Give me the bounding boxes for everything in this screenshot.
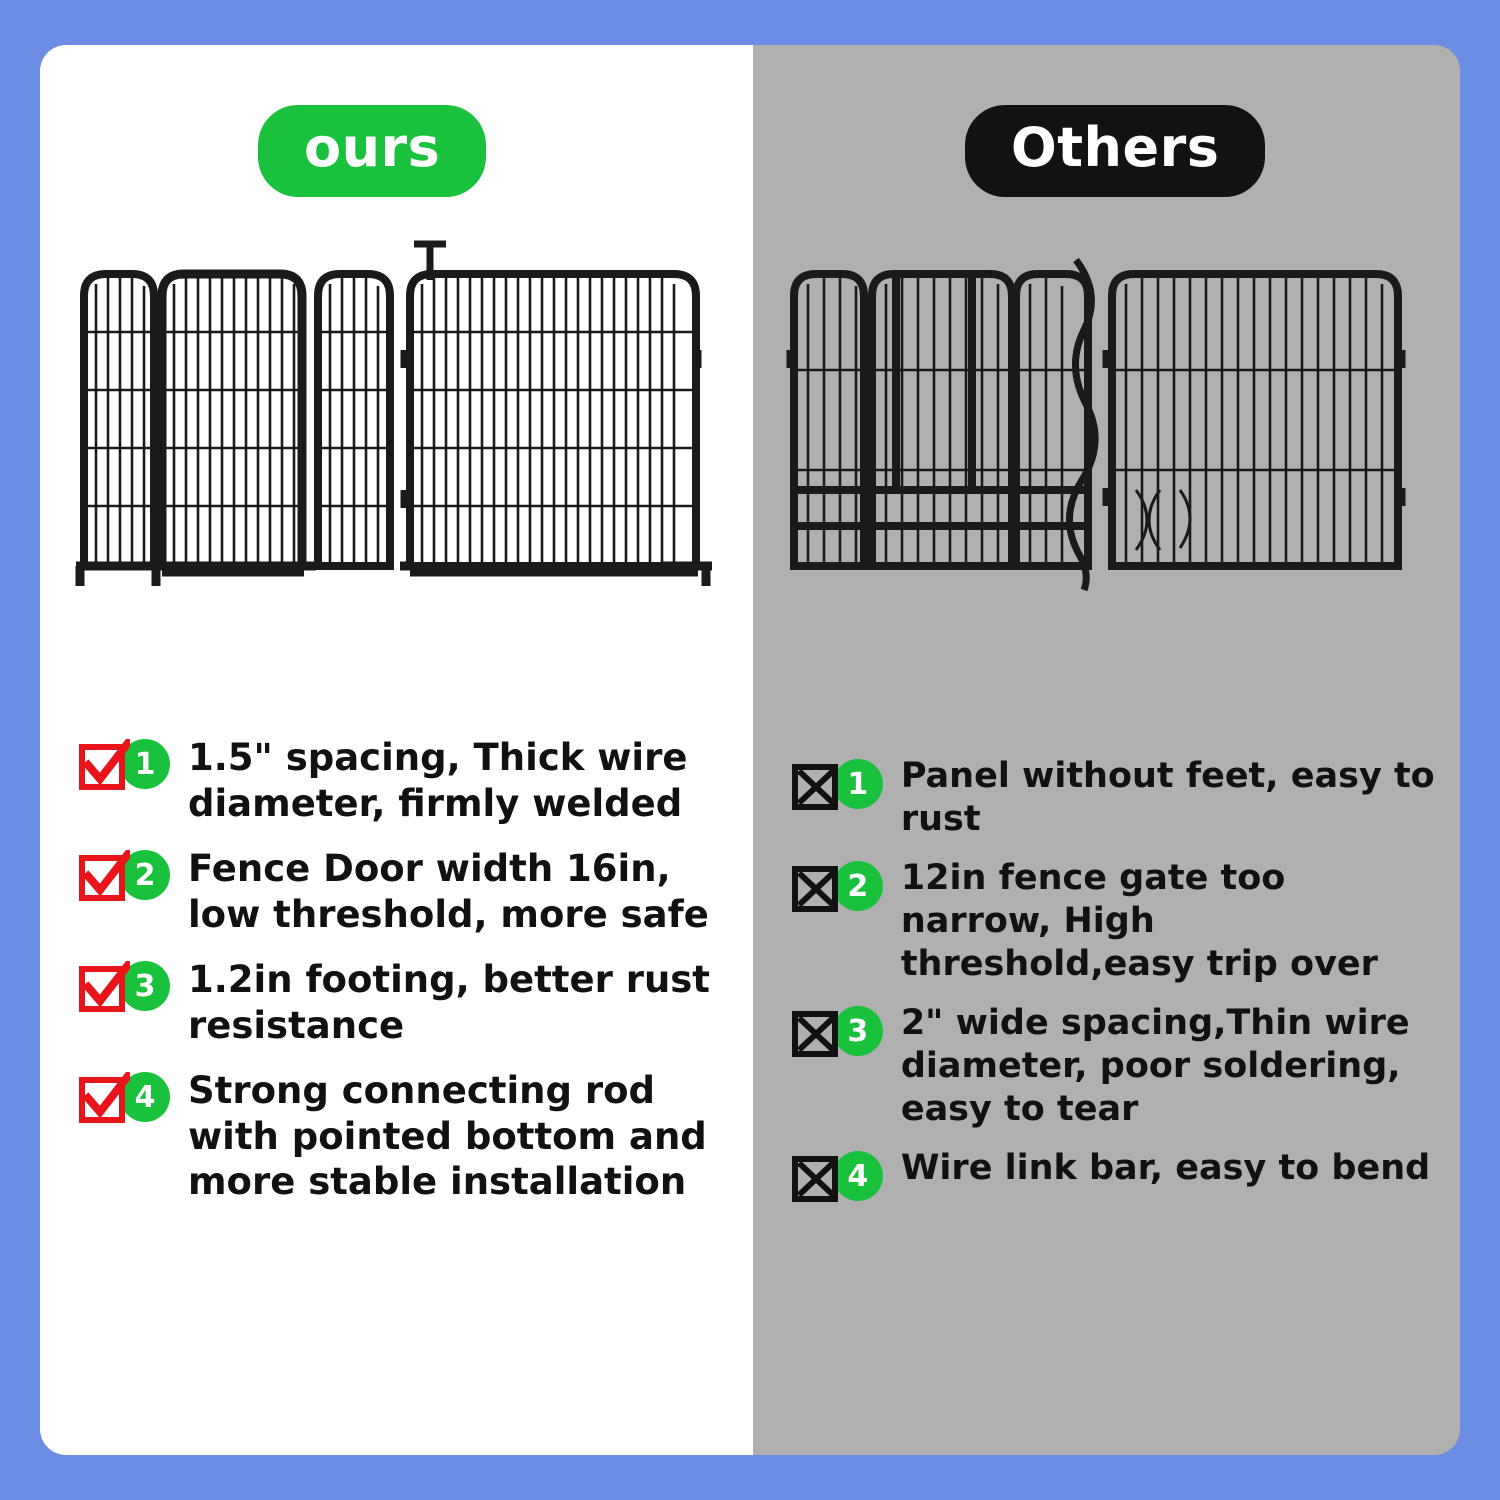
list-item <box>78 1068 729 1205</box>
check-mark-icon <box>78 850 130 902</box>
others-fence-graphic <box>776 240 1436 620</box>
feature-text: 12in fence gate too narrow, High threshold,easy trip over <box>900 858 1378 985</box>
feature-number: 2 <box>833 861 883 911</box>
feature-text: 1.5" spacing, Thick wire diameter, firmly welded <box>188 736 688 825</box>
feature-number: 1 <box>833 759 883 809</box>
check-mark-icon <box>78 1072 130 1124</box>
cross-mark-icon <box>791 1151 843 1203</box>
mark-group <box>78 1068 170 1124</box>
others-product-illustration <box>753 240 1460 640</box>
mark-group <box>78 735 170 791</box>
ours-feature-list <box>78 735 729 1225</box>
feature-text: 1.2in footing, better rust resistance <box>188 958 710 1047</box>
others-badge: Others <box>965 105 1266 197</box>
list-item <box>78 846 729 937</box>
feature-number: 3 <box>120 961 170 1011</box>
list-item <box>791 857 1436 986</box>
check-mark-icon <box>78 961 130 1013</box>
feature-text: Fence Door width 16in, low threshold, more safe <box>188 847 709 936</box>
list-item <box>791 1147 1436 1203</box>
ours-product-illustration <box>40 240 753 640</box>
mark-group <box>791 857 883 913</box>
feature-number: 2 <box>120 850 170 900</box>
list-item <box>78 957 729 1048</box>
feature-text: Panel without feet, easy to rust <box>900 756 1435 840</box>
feature-number: 1 <box>120 739 170 789</box>
ours-column <box>40 45 753 1455</box>
feature-number: 4 <box>120 1072 170 1122</box>
mark-group <box>78 846 170 902</box>
feature-number: 4 <box>833 1151 883 1201</box>
feature-number: 3 <box>833 1006 883 1056</box>
cross-mark-icon <box>791 861 843 913</box>
list-item <box>791 1002 1436 1131</box>
ours-badge: ours <box>258 105 486 197</box>
feature-text: 2" wide spacing,Thin wire diameter, poor soldering, easy to tear <box>900 1003 1410 1130</box>
others-column <box>753 45 1460 1455</box>
mark-group <box>791 1147 883 1203</box>
list-item <box>791 755 1436 841</box>
ours-fence-graphic <box>66 240 726 620</box>
feature-text: Strong connecting rod with pointed bottom and more stable installation <box>188 1069 707 1203</box>
cross-mark-icon <box>791 759 843 811</box>
others-feature-list <box>791 755 1436 1219</box>
mark-group <box>791 1002 883 1058</box>
comparison-board <box>40 45 1460 1455</box>
feature-text: Wire link bar, easy to bend <box>900 1148 1431 1189</box>
mark-group <box>791 755 883 811</box>
check-mark-icon <box>78 739 130 791</box>
list-item <box>78 735 729 826</box>
cross-mark-icon <box>791 1006 843 1058</box>
mark-group <box>78 957 170 1013</box>
